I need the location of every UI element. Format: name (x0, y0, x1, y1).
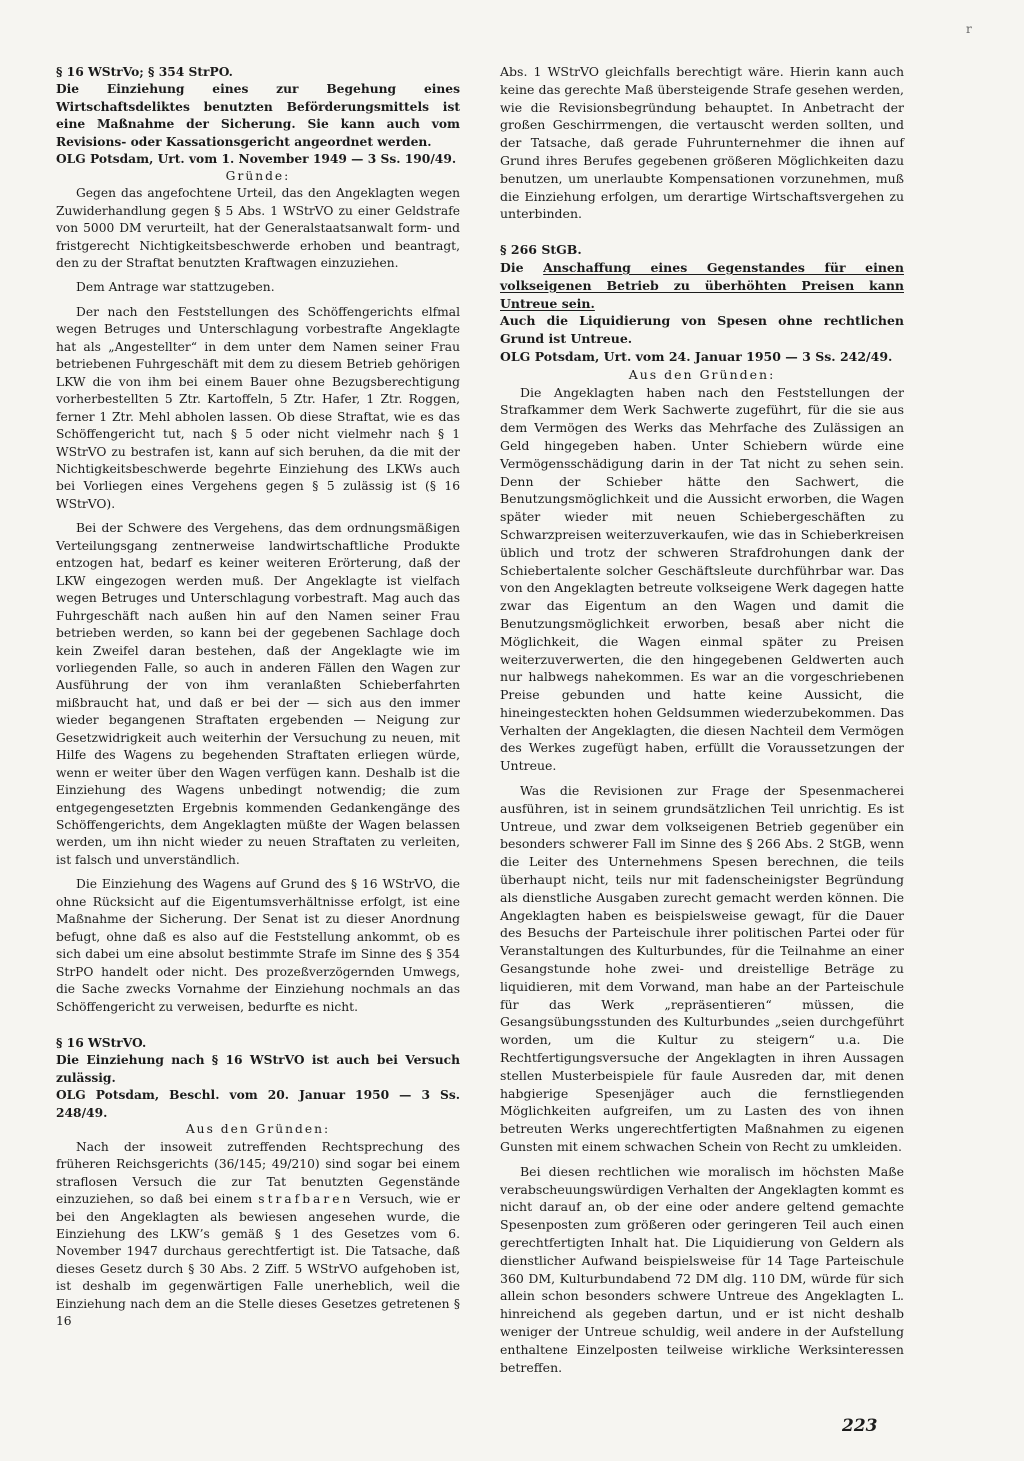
case-1-headnote: Die Einziehung eines zur Begehung eines Wirtschaftsdeliktes benutzten Beförderungsmittels ist eine Maßnahme der Sicherung. Sie kann auch vom Revisions- oder Kassationsgericht angeordnet werden. (56, 81, 460, 149)
case-2-reference: § 16 WStrVO. (56, 1035, 147, 1051)
continued-paragraph: Abs. 1 WStrVO gleichfalls berechtigt wäre. Hierin kann auch keine das gerechte Maß übersteigende Strafe gesehen werden, wie die Revisionsbegründung behauptet. In Anbetracht der großen Geschirrmengen, die vertauscht werden sollten, und der Tatsache, daß gerade Fuhrunternehmer die ihnen auf Grund ihres Berufes gegebenen größeren Möglichkeiten dazu benutzen, um unerlaubte Kompensationen vorzunehmen, muß die Einziehung erfolgen, um derartige Wirtschaftsvergehen zu unterbinden. (500, 64, 904, 222)
text-span: Die (500, 259, 544, 275)
case-1-reference: § 16 WStrVo; § 354 StrPO. (56, 64, 233, 79)
case-2-headnote: Die Einziehung nach § 16 WStrVO ist auch bei Versuch zulässig. (56, 1052, 460, 1085)
case-3-headnote-2: Auch die Liquidierung von Spesen ohne rechtlichen Grund ist Untreue. (500, 313, 904, 347)
case-3-reference: § 266 StGB. (500, 242, 582, 258)
case-2-grounds-title: Aus den Gründen: (185, 1122, 331, 1137)
case-1-paragraph: Gegen das angefochtene Urteil, das den Angeklagten wegen Zuwiderhandlung gegen § 5 Abs. 1 WStrVO zu einer Geldstrafe von 5000 DM verurteilt, hat der Generalstaatsanwalt form- und fristgerecht Nichtigkeitsbeschwerde erhoben und beantragt, den zu der Straftat benutzten Kraftwagen einzuziehen. (56, 186, 460, 270)
case-3-paragraph: Bei diesen rechtlichen wie moralisch im höchsten Maße verabscheuungswürdigen Verhalten der Angeklagten kommt es nicht darauf an, ob der eine oder andere geltend gemachte Spesenposten zum größeren oder geringeren Teil auch einen gerechtfertigten Inhalt hat. Die Liquidierung von Geldern als dienstlicher Aufwand beispielsweise für 14 Tage Parteischule 360 DM, Kulturbundabend 72 DM dlg. 110 DM, würde für sich allein schon besonders schwere Untreue des Angeklagten L. hinreichend als gegeben dartun, und er ist nicht deshalb weniger der Untreue schuldig, weil andere in der Aufstellung enthaltene Einzelposten teilweise wirkliche Werksinteressen betreffen. (500, 1163, 904, 1375)
case-3-paragraph: Die Angeklagten haben nach den Feststellungen der Strafkammer dem Werk Sachwerte zugeführt, für die sie aus dem Vermögen des Werks das Mehrfache des Zulässigen an Geld hingegeben haben. Unter Schiebern würde eine Vermögensschädigung darin in der Tat nicht zu sehen sein. Denn der Schieber hätte den Sachwert, die Benutzungsmöglichkeit und die Aussicht erworben, die Wagen später wieder mit neuen Schiebergeschäften zu Schwarzpreisen weiterzuverkaufen, wie das in Schieberkreisen üblich und trotz der schweren Strafdrohungen dank der Schiebertalente solcher Geschäftsleute durchführbar war. Das von den Angeklagten betreute volkseigene Werk dagegen hatte zwar das Eigentum an den Wagen und damit die Benutzungsmöglichkeit erworben, besaß aber nicht die Möglichkeit, die Wagen einmal später zu Preisen weiterzuverwerten, die den hingegebenen Geldwerten auch nur halbwegs nahekommen. Es war an die vorgeschriebenen Preise gebunden und hatte keine Aussicht, die hineingesteckten hohen Geldsummen wiederzubekommen. Das Verhalten der Angeklagten, die diesen Nachteil dem Vermögen des Werkes zugefügt haben, erfüllt die Voraussetzungen der Untreue. (500, 384, 904, 774)
case-3-paragraph: Was die Revisionen zur Frage der Spesenmacherei ausführen, ist in seinem grundsätzlichen Teil unrichtig. Es ist Untreue, und zwar dem volkseigenen Betrieb gegenüber ein besonders schwerer Fall im Sinne des § 266 Abs. 2 StGB, wenn die Leiter des Unternehmens Spesen berechnen, die teils überhaupt nicht, teils nur mit fadenscheinigster Begründung als dienstliche Ausgaben zurecht gemacht werden können. Die Angeklagten haben es beispielsweise gewagt, für die Dauer des Besuchs der Parteischule ihrer politischen Partei oder für Veranstaltungen des Kulturbundes, für die Teilnahme an einer Gesangstunde hohe zwei- und dreistellige Beträge zu liquidieren, mit dem Vorwand, man habe an der Parteischule für das Werk „repräsentieren“ müssen, die Gesangsübungsstunden des Kulturbundes „seien durchgeführt worden, um die Kultur zu steigern“ u.a. Die Rechtfertigungsversuche der Angeklagten in ihren Aussagen stellen Musterbeispiele für faule Ausreden dar, mit denen habgierige Spesenjäger auch die fernstliegenden Möglichkeiten aufgreifen, um zu Lasten des von ihnen betreuten Werks ungerechtfertigten Maßnahmen zu eigenen Gunsten mit einem schwachen Schein von Recht zu umkleiden. (500, 783, 904, 1155)
case-1 (56, 63, 460, 1016)
page-number: 223 (842, 1416, 878, 1436)
case-3-grounds-title: Aus den Gründen: (628, 366, 776, 382)
case-1-grounds-title: Gründe: (225, 168, 291, 183)
case-3 (500, 241, 904, 1376)
case-1-paragraph: Der nach den Feststellungen des Schöffengerichts elfmal wegen Betruges und Unterschlagung vorbestrafte Angeklagte hat als „Angestellter“ in dem unter dem Namen seiner Frau betriebenen Fuhrgeschäft mit dem zu diesem Betrieb gehörigen LKW die von ihm bei einem Bauer ohne Bezugsberechtigung vorherbestellten 5 Ztr. Kartoffeln, 5 Ztr. Hafer, 1 Ztr. Roggen, ferner 1 Ztr. Mehl abholen lassen. Ob diese Straftat, wie es das Schöffengericht tut, nach § 5 oder nicht vielmehr nach § 1 WStrVO zu bestrafen ist, kann auf sich beruhen, da die mit der Nichtigkeitsbeschwerde begehrte Einziehung des LKWs auch bei Vorliegen eines Vergehens gegen § 5 zulässig ist (§ 16 WStrVO). (56, 304, 460, 511)
case-3-headnote (500, 259, 904, 312)
case-1-paragraph: Die Einziehung des Wagens auf Grund des § 16 WStrVO, die ohne Rücksicht auf die Eigentumsverhältnisse erfolgt, ist eine Maßnahme der Sicherung. Der Senat ist zu dieser Anordnung befugt, ohne daß es also auf die Feststellung ankommt, ob es sich dabei um eine absolut bestimmte Strafe im Sinne des § 354 StrPO handelt oder nicht. Des prozeßverzögernden Umwegs, die Sache zwecks Vornahme der Einziehung nochmals an das Schöffengericht zu verweisen, bedurfte es nicht. (56, 877, 460, 1014)
underlined-headnote: Anschaffung eines Gegenstandes für einen volkseigenen Betrieb zu überhöhten Preisen kann Untreue sein. (500, 259, 904, 311)
case-2-court-citation: OLG Potsdam, Beschl. vom 20. Januar 1950 — 3 Ss. 248/49. (56, 1087, 460, 1120)
case-3-court-citation: OLG Potsdam, Urt. vom 24. Januar 1950 — 3 Ss. 242/49. (500, 348, 893, 364)
case-1-paragraph: Bei der Schwere des Vergehens, das dem ordnungsmäßigen Verteilungsgang zentnerweise landwirtschaftliche Produkte entzogen hat, bedarf es keiner weiteren Erörterung, daß der LKW eingezogen werden muß. Der Angeklagte ist vielfach wegen Betruges und Unterschlagung vorbestraft. Mag auch das Fuhrgeschäft nach außen hin auf den Namen seiner Frau betrieben werden, so kann bei der gegebenen Sachlage doch kein Zweifel daran bestehen, daß der Angeklagte wie im vorliegenden Falle, so auch in anderen Fällen den Wagen zur Ausführung der von ihm veranlaßten Schieberfahrten mißbraucht hat, und daß er bei der — sich aus den immer wieder begangenen Straftaten ergebenden — Neigung zur Gesetzwidrigkeit auch weiterhin der Versuchung zu neuen, mit Hilfe des Wagens zu begehenden Straftaten erliegen würde, wenn er weiter über den Wagen verfügen kann. Deshalb ist die Einziehung des Wagens unbedingt notwendig; die zum entgegengesetzten Ergebnis kommenden Gedankengänge des Schöffengerichts, dem Angeklagten müßte der Wagen belassen werden, um ihn nicht wieder zu neuen Straftaten zu verleiten, ist falsch und unverständlich. (56, 521, 460, 867)
case-1-court-citation: OLG Potsdam, Urt. vom 1. November 1949 — 3 Ss. 190/49. (56, 151, 457, 167)
spaced-emphasis: strafbaren (258, 1192, 354, 1207)
case-2-paragraph (56, 1139, 460, 1331)
left-column (56, 63, 460, 1338)
text-span: Versuch, wie er bei den Angeklagten als bewiesen angesehen wurde, die Einziehung des LKW’s gemäß § 1 des Gesetzes vom 6. November 1947 durchaus gerechtfertigt ist. Die Tatsache, daß dieses Gesetz durch § 30 Abs. 2 Ziff. 5 WStrVO aufgehoben ist, ist deshalb im gegenwärtigen Falle unerheblich, weil die Einziehung nach dem an die Stelle dieses Gesetzes getretenen § 16 (56, 1192, 460, 1329)
corner-mark: r (966, 22, 972, 36)
text-span: Nach der insoweit zutreffenden Rechtsprechung des früheren Reichsgerichts (36/145; 49/210) sind sogar bei einem straflosen Versuch die zur Tat benutzten Gegenstände einzuziehen, so daß bei einem (56, 1139, 460, 1207)
right-column (500, 63, 904, 1383)
case-2 (56, 1034, 460, 1331)
case-1-paragraph: Dem Antrage war stattzugeben. (76, 280, 275, 295)
